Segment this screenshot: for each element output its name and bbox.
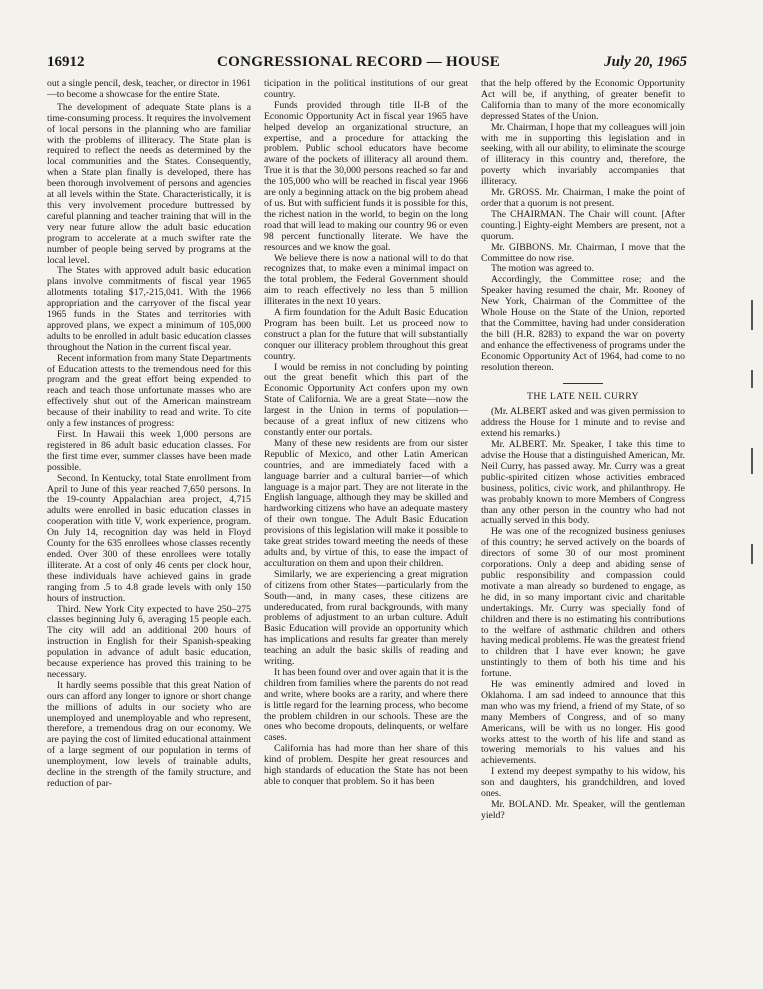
- paragraph: Mr. GROSS. Mr. Chairman, I make the point of order that a quorum is not present.: [481, 187, 685, 209]
- publication-title: CONGRESSIONAL RECORD — HOUSE: [217, 54, 501, 70]
- paragraph: The motion was agreed to.: [491, 263, 595, 275]
- scan-margin-marks: [745, 300, 759, 564]
- paragraph: I extend my deepest sympathy to his widow, his son and daughters, his grandchildren, and loved ones.: [481, 766, 685, 800]
- paragraph: I would be remiss in not concluding by pointing out the great benefit which this part of the Economic Opportunity Act confers upon my own State of California. We are a great State—now the largest in the Union in terms of population—because of a great influx of new citizens who constantly enter our portals.: [264, 361, 468, 438]
- paragraph: Mr. ALBERT. Mr. Speaker, I take this time to advise the House that a distinguished American, Mr. Neil Curry, has passed away. Mr. Curry was a great public-spirited citizen whose activities embraced business, politics, civic work, and philanthropy. He was probably known to more Members of Congress than any other person in the country who had not actually served in this body.: [481, 439, 685, 527]
- paragraph: Similarly, we are experiencing a great migration of citizens from other States—particularly from the South—and, in many cases, these citizens are undereducated, from rural backgrounds, with many problems of adjustment to an urban culture. Adult Basic Education will provide an opportunity which has implications and results far greater than merely teaching an adult the basic skills of reading and writing.: [264, 568, 468, 668]
- paragraph: Recent information from many State Departments of Education attests to the tremendous need for this program and the great effort being expended to reach and teach those unfortunate masses who are effectively shut out of the American mainstream because of their inability to read and write. To cite only a few instances of progress:: [47, 352, 251, 430]
- paragraph: A firm foundation for the Adult Basic Education Program has been built. Let us proceed now to construct a plan for the future that will substantially conquer our illiteracy problem throughout this great country.: [264, 307, 468, 362]
- scan-mark: [751, 448, 753, 474]
- paragraph: California has had more than her share of this kind of problem. Despite her great resources and high standards of education the State has not been able to conquer that problem. So it has been: [264, 743, 468, 787]
- paragraph: First. In Hawaii this week 1,000 persons are registered in 86 adult basic education classes. For the first time ever, summer classes have been made possible.: [47, 429, 251, 473]
- paragraph: (Mr. ALBERT asked and was given permission to address the House for 1 minute and to revise and extend his remarks.): [481, 406, 685, 440]
- paragraph: The States with approved adult basic education plans involve commitments of fiscal year 1965 allotments totaling $17,-215,041. With the 1966 appropriation and the carryover of the fiscal year 1965 funds in the States and territories with approved plans, we expect a minimum of 105,000 adults to be enrolled in adult basic education classes throughout the Nation in the current fiscal year.: [47, 265, 251, 353]
- scan-mark: [751, 370, 753, 388]
- paragraph: The development of adequate State plans is a time-consuming process. It requires the involvement of local persons in the planning who are familiar with the problems of illiteracy. The State plan is required to reflect the needs as determined by the local communities and the States. Consequently, when a State plan finally is developed, there has been thorough involvement of persons and agencies at all levels within the State. Characteristically, it is this very involvement procedure buttressed by careful planning and teacher training that will in the very near future allow the adult basic education program to accelerate at a much swifter rate the number of people being served by programs at the local level.: [47, 101, 251, 266]
- paragraph: Accordingly, the Committee rose; and the Speaker having resumed the chair, Mr. Rooney of New York, Chairman of the Committee of the Whole House on the State of the Union, reported that the Committee, having had under consideration the bill (H.R. 8283) to expand the war on poverty and enhance the effectiveness of programs under the Economic Opportunity Act of 1964, had come to no resolution thereon.: [481, 274, 685, 373]
- paragraph: It has been found over and over again that it is the children from families where the parents do not read and write, where books are a rarity, and where there is little regard for the learning process, who become the problem children in our schools. These are the ones who become dropouts, delinquents, or welfare cases.: [264, 666, 468, 744]
- paragraph: The CHAIRMAN. The Chair will count. [After counting.] Eighty-eight Members are present, not a quorum.: [481, 208, 685, 242]
- section-title: THE LATE NEIL CURRY: [527, 391, 639, 403]
- paragraph: Many of these new residents are from our sister Republic of Mexico, and other Latin American countries, and are immediately faced with a language barrier and a cultural barrier—of which language is a major part. They are not literate in the English language, although they may be skilled and hardworking citizens who have an adequate mastery of their own tongue. The Adult Basic Education provisions of this legislation will make it possible to take great strides toward meeting the needs of these adults and, by virtue of this, to ease the impact of acculturation on them and upon their children.: [264, 437, 468, 569]
- paragraph: Third. New York City expected to have 250–275 classes beginning July 6, averaging 15 people each. The city will add an additional 200 hours of instruction in English for their Spanish-speaking population in advance of adult basic education, because experience has proved this training to be necessary.: [47, 603, 251, 680]
- paragraph: He was eminently admired and loved in Oklahoma. I am sad indeed to announce that this man who was my friend, a friend of my State, of so many Members of Congress, and of so many Americans, will be with us no longer. His good works attest to the worth of his life and stand as towering memorials to his values and his achievements.: [481, 679, 685, 767]
- paragraph: He was one of the recognized business geniuses of this country; he served actively on the boards of directors of some 30 of our most prominent corporations. Only a deep and abiding sense of public responsibility and compassion could motivate a man already so burdened to engage, as he did, in so many important civic and charitable undertakings. Mr. Curry was specially fond of children and there is no estimating his contributions to the welfare of asthmatic children and others having medical problems. He was the greatest friend to children that I have ever known; he gave unstintingly to them of both his time and his fortune.: [481, 526, 685, 680]
- paragraph: out a single pencil, desk, teacher, or director in 1961—to become a showcase for the entire State.: [47, 79, 251, 100]
- scan-mark: [751, 544, 753, 564]
- column-2: [264, 79, 468, 979]
- column-1: [47, 79, 251, 979]
- publication-date: July 20, 1965: [604, 54, 687, 70]
- scan-mark: [751, 300, 753, 330]
- paragraph: Mr. Chairman, I hope that my colleagues will join with me in supporting this legislation and in seeking, with all our ability, to eliminate the scourge of illiteracy in this country and, therefore, the poverty which invariably accompanies that illiteracy.: [481, 121, 685, 188]
- column-3: [481, 79, 685, 979]
- paragraph: ticipation in the political institutions of our great country.: [264, 79, 468, 100]
- paragraph: Mr. BOLAND. Mr. Speaker, will the gentleman yield?: [481, 799, 685, 821]
- page-header: [47, 54, 687, 74]
- paragraph: It hardly seems possible that this great Nation of ours can afford any longer to ignore or short change the millions of adults in our society who are unemployed and unemployable and who represent, therefore, a tremendous drag on our economy. We are paying the cost of limited educational attainment of a large segment of our population in terms of unemployment, low levels of trainable adults, decline in the strength of the family structure, and reduction of par-: [47, 679, 251, 789]
- paragraph: Mr. GIBBONS. Mr. Chairman, I move that the Committee do now rise.: [481, 241, 685, 264]
- paragraph: Funds provided through title II-B of the Economic Opportunity Act in fiscal year 1965 have helped develop an organizational structure, an expertise, and a procedure for attacking the problem. Public school educators have become aware of the pockets of illiteracy all around them. True it is that the 30,000 persons reached so far and the 105,000 who will be reached in fiscal year 1966 are only a beginning attack on the big probem ahead of us. But with sufficient funds it is possible for this, the richest nation in the world, to begin on the long road that will lead to making our country 96 or even 98 percent functionally literate. We have the resources and we know the goal.: [264, 99, 468, 253]
- paragraph: Second. In Kentucky, total State enrollment from April to June of this year reached 7,650 persons. In the 19-county Appalachian area project, 4,715 adults were enrolled in basic education classes in cooperation with title V, work experience, program. On July 14, recognition day was held in Floyd County for the 635 enrollees whose classes recently ended. Over 300 of these enrollees were totally illiterate. At a cost of only 46 cents per clock hour, these individuals have achieved gains in grade ranging from .5 to 4.8 grade levels with only 150 hours of instruction.: [47, 472, 251, 604]
- paragraph: that the help offered by the Economic Opportunity Act will be, if anything, of greater benefit to California than to many of the more economically depressed States of the Union.: [481, 79, 685, 122]
- page-number: 16912: [47, 54, 85, 70]
- section-divider: [563, 383, 603, 384]
- paragraph: We believe there is now a national will to do that recognizes that, to make even a minimal impact on the total problem, the Federal Government should aim to reach effectively no less than 5 million illiterates in the next 10 years.: [264, 252, 468, 308]
